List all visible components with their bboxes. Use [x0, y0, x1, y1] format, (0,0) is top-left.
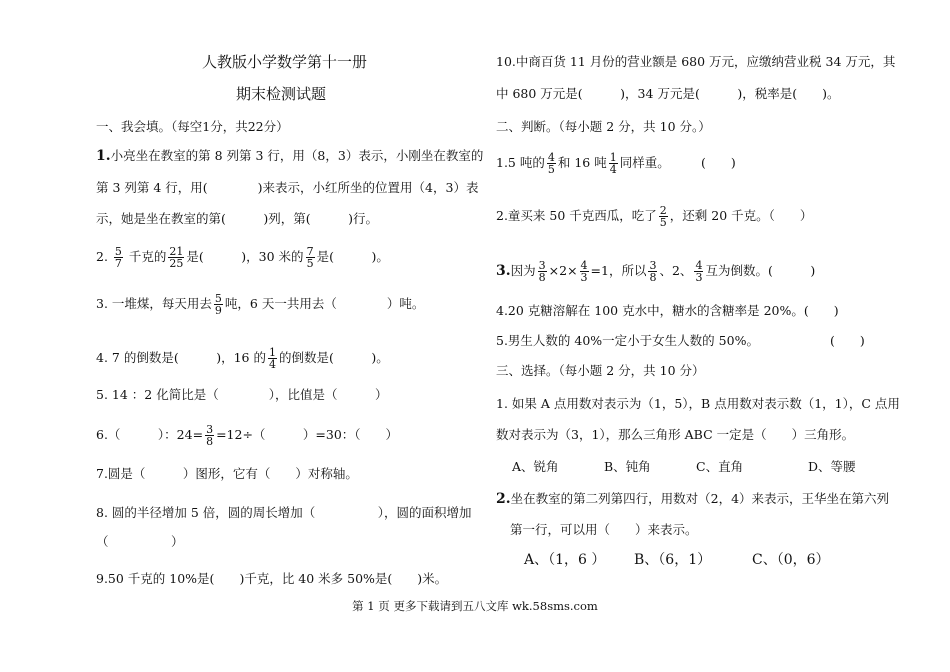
section-2-heading: 二、判断。（每小题 2 分，共 10 分。） — [496, 119, 711, 134]
choice-1-option-c: C、直角 — [696, 459, 744, 474]
choice-2-option-c: C、（0，6） — [752, 552, 830, 568]
question-1-line-3: 示，她是坐在教室的第( )列，第( )行。 — [96, 211, 379, 226]
choice-2-option-a: A、（1，6 ） — [524, 552, 606, 568]
exam-subtitle: 期末检测试题 — [236, 85, 327, 103]
question-1-line-1: 1.小亮坐在教室的第 8 列第 3 行，用（8，3）表示，小刚坐在教室的 — [96, 148, 484, 164]
fraction: $\frac{2}{5}$ — [659, 204, 667, 229]
fraction: $\frac{3}{8}$ — [206, 423, 214, 448]
answer-paren: ( ) — [830, 333, 865, 348]
fraction: $\frac{5}{9}$ — [214, 292, 222, 317]
choice-2-line-1: 2.坐在教室的第二列第四行，用数对（2，4）来表示，王华坐在第六列 — [496, 491, 890, 507]
fraction: $\frac{5}{7}$ — [114, 245, 122, 270]
question-8-line-2: （ ） — [96, 534, 184, 549]
judge-2: 2.童买来 50 千克西瓜，吃了 $\frac{2}{5}$ ，还剩 20 千克。（ ） — [496, 204, 813, 229]
fraction: $\frac{1}{4}$ — [268, 346, 276, 371]
choice-2-line-2: 第一行，可以用（ ）来表示。 — [510, 522, 698, 537]
exam-title: 人教版小学数学第十一册 — [202, 53, 368, 71]
judge-5: 5.男生人数的 40%一定小于女生人数的 50%。 ( ) — [496, 331, 866, 351]
question-7: 7.圆是（ ）图形，它有（ ）对称轴。 — [96, 466, 358, 481]
question-10-line-2: 中 680 万元是( )，34 万元是( )，税率是( )。 — [496, 86, 840, 101]
question-4: 4. 7 的倒数是( )，16 的 $\frac{1}{4}$ 的倒数是( )。 — [96, 346, 389, 371]
fraction: $\frac{3}{8}$ — [538, 259, 546, 284]
fraction: $\frac{7}{5}$ — [306, 245, 314, 270]
choice-1-option-b: B、钝角 — [604, 459, 651, 474]
section-1-heading: 一、我会填。（每空1分，共22分） — [96, 119, 289, 134]
fraction: $\frac{3}{8}$ — [649, 259, 657, 284]
question-3: 3. 一堆煤，每天用去 $\frac{5}{9}$ 吨，6 天一共用去（ ）吨。 — [96, 292, 425, 317]
question-5: 5. 14 ：2 化简比是（ ），比值是（ ） — [96, 387, 388, 402]
choice-1-line-1: 1. 如果 A 点用数对表示为（1，5），B 点用数对表示数（1，1），C 点用 — [496, 396, 900, 411]
choice-1-line-2: 数对表示为（3，1），那么三角形 ABC 一定是（ ）三角形。 — [496, 427, 855, 442]
question-2: 2. $\frac{5}{7}$ 千克的 $\frac{21}{25}$ 是( )，30 米的 $\frac{7}{5}$ 是( )。 — [96, 245, 389, 270]
fraction: $\frac{4}{5}$ — [547, 151, 555, 176]
fraction: $\frac{4}{3}$ — [695, 259, 703, 284]
question-6: 6.（ ）：24= $\frac{3}{8}$ =12÷（ ）=30：（ ） — [96, 423, 399, 448]
choice-1-option-d: D、等腰 — [808, 459, 856, 474]
question-8-line-1: 8. 圆的半径增加 5 倍，圆的周长增加（ ），圆的面积增加 — [96, 505, 472, 520]
question-1-line-2: 第 3 列第 4 行，用( )来表示，小红所坐的位置用（4，3）表 — [96, 180, 479, 195]
question-10-line-1: 10.中商百货 11 月份的营业额是 680 万元，应缴纳营业税 34 万元，其 — [496, 54, 896, 69]
judge-4: 4.20 克糖溶解在 100 克水中，糖水的含糖率是 20%。( ) — [496, 303, 839, 318]
judge-1: 1.5 吨的 $\frac{4}{5}$ 和 16 吨 $\frac{1}{4}$ 同样重。 ( ) — [496, 151, 736, 176]
question-9: 9.50 千克的 10%是( )千克，比 40 米多 50%是( )米。 — [96, 571, 448, 586]
choice-1-option-a: A、锐角 — [512, 459, 559, 474]
fraction: $\frac{21}{25}$ — [169, 245, 184, 270]
fraction: $\frac{4}{3}$ — [580, 259, 588, 284]
fraction: $\frac{1}{4}$ — [609, 151, 617, 176]
judge-3: 3.因为 $\frac{3}{8}$ ×2× $\frac{4}{3}$ =1，所以 $\frac{3}{8}$ 、2、 $\frac{4}{3}$ 互为倒数。( ) — [496, 259, 816, 284]
choice-2-option-b: B、（6，1） — [634, 552, 712, 568]
section-3-heading: 三、选择。（每小题 2 分，共 10 分） — [496, 363, 705, 378]
page-footer: 第 1 页 更多下载请到五八文库 wk.58sms.com — [352, 599, 598, 613]
